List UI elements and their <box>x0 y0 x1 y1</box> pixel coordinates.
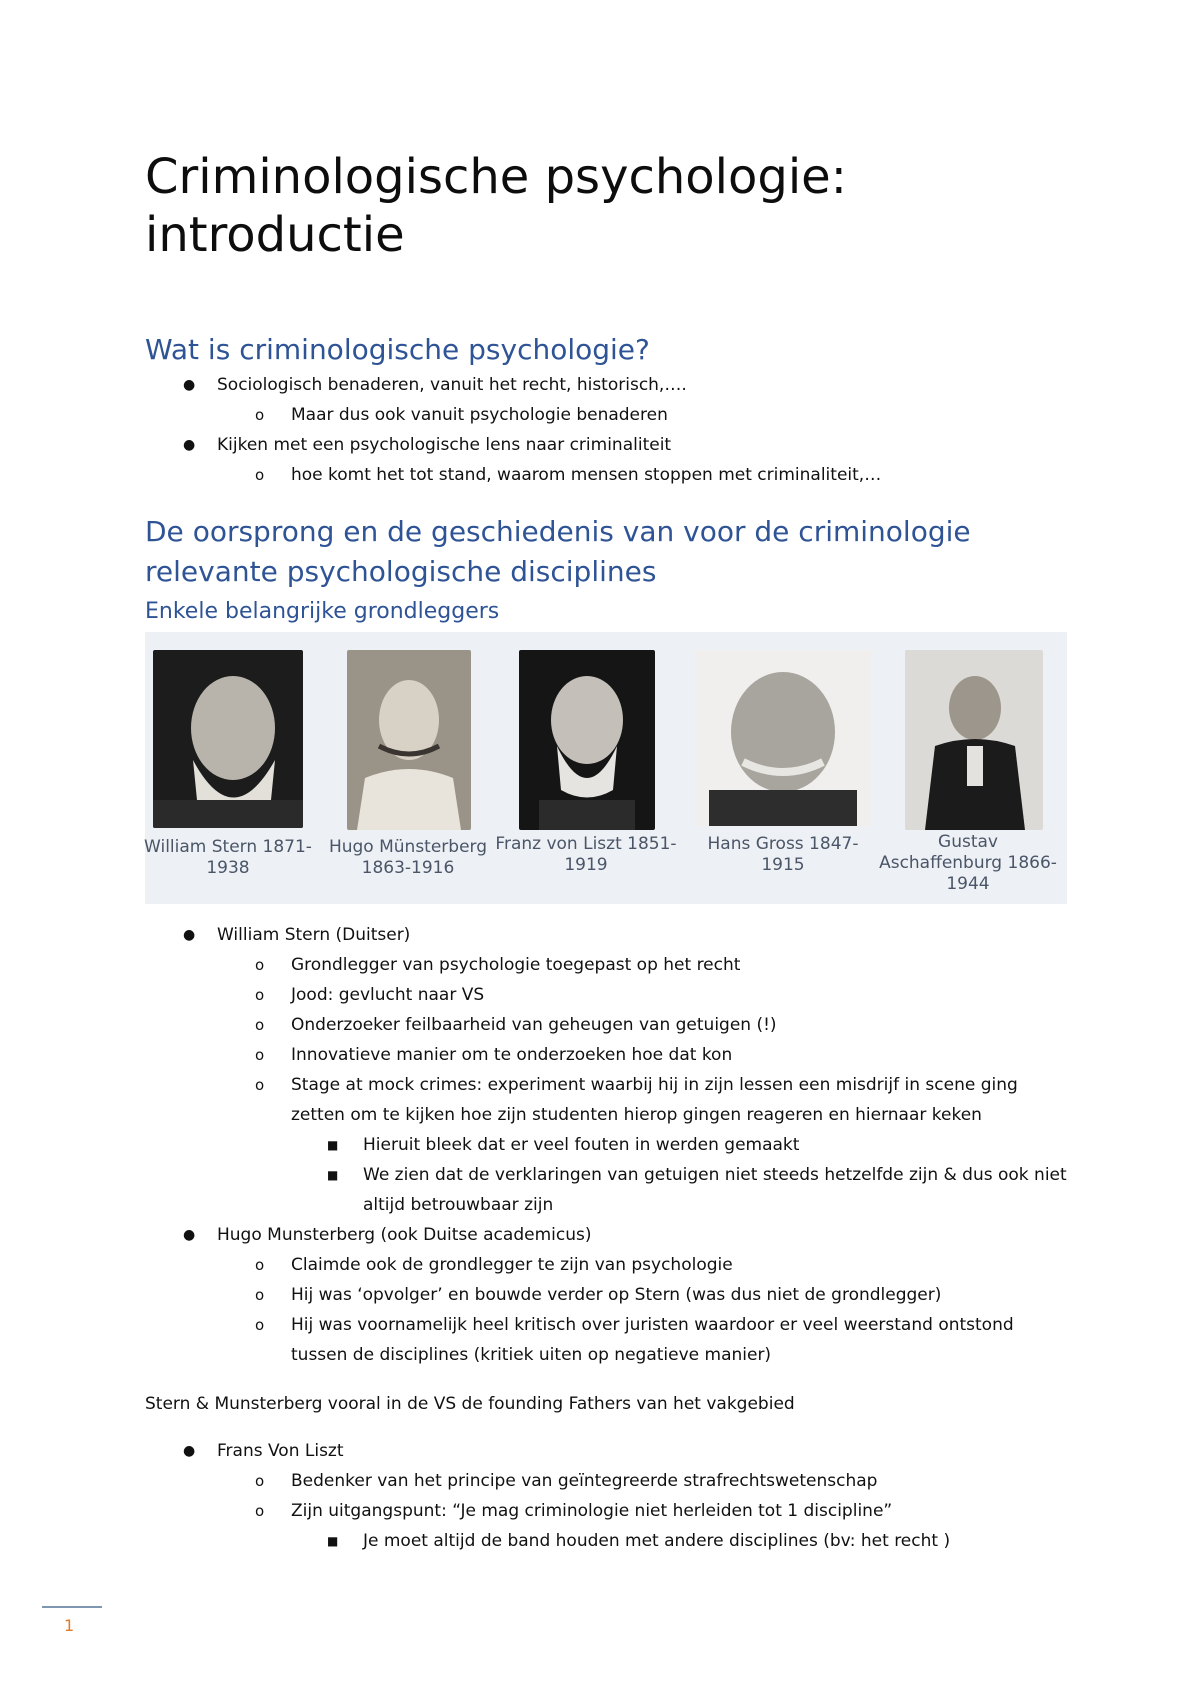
bullet-circle-icon: o <box>255 986 265 1004</box>
list-item: ● Sociologisch benaderen, vanuit het recht, historisch,…. <box>145 370 1075 400</box>
page-number: 1 <box>64 1616 75 1635</box>
bullet-circle-icon: o <box>255 1256 265 1274</box>
bullet-circle-icon: o <box>255 406 265 424</box>
portrait-hugo-munsterberg <box>347 650 471 830</box>
footer-divider <box>42 1606 102 1608</box>
list-item: o Jood: gevlucht naar VS <box>145 980 1075 1010</box>
caption-franz-von-liszt: Franz von Liszt 1851-1919 <box>495 834 677 875</box>
bullet-circle-icon: o <box>255 1502 265 1520</box>
bullet-dot-icon: ● <box>183 437 196 453</box>
caption-hans-gross: Hans Gross 1847-1915 <box>707 834 859 875</box>
caption-gustav-aschaffenburg: Gustav Aschaffenburg 1866-1944 <box>879 832 1057 894</box>
list-item: o Maar dus ook vanuit psychologie benaderen <box>145 400 1075 430</box>
portrait-franz-von-liszt <box>519 650 655 830</box>
section-heading-wat-is: Wat is criminologische psychologie? <box>145 333 650 366</box>
document-title: Criminologische psychologie: introductie <box>145 149 847 263</box>
list-item: o Onderzoeker feilbaarheid van geheugen van getuigen (!) <box>145 1010 1075 1040</box>
bullet-square-icon: ■ <box>327 1138 339 1152</box>
list-item: ● Kijken met een psychologische lens naar criminaliteit <box>145 430 1075 460</box>
bullet-circle-icon: o <box>255 1046 265 1064</box>
list-item: ● William Stern (Duitser) <box>145 920 1075 950</box>
bullet-circle-icon: o <box>255 1076 265 1094</box>
list-item: o Innovatieve manier om te onderzoeken hoe dat kon <box>145 1040 1075 1070</box>
caption-hugo-munsterberg: Hugo Münsterberg 1863-1916 <box>328 837 488 878</box>
portrait-william-stern <box>153 650 303 828</box>
list-item: ■ We zien dat de verklaringen van getuigen niet steeds hetzelfde zijn & dus ook niet altijd betrouwbaar zijn <box>145 1160 1075 1220</box>
portrait-gustav-aschaffenburg <box>905 650 1043 830</box>
bullet-circle-icon: o <box>255 1016 265 1034</box>
section-heading-oorsprong: De oorsprong en de geschiedenis van voor de criminologie relevante psychologische disciplines <box>145 515 971 588</box>
list-item: o hoe komt het tot stand, waarom mensen stoppen met criminaliteit,… <box>145 460 1075 490</box>
list-item: ● Hugo Munsterberg (ook Duitse academicus) <box>145 1220 1075 1250</box>
bullet-dot-icon: ● <box>183 1227 196 1243</box>
list-item: o Stage at mock crimes: experiment waarbij hij in zijn lessen een misdrijf in scene ging zetten om te kijken hoe zijn studenten hierop gingen reageren en hiernaar keken <box>145 1070 1075 1130</box>
bullet-circle-icon: o <box>255 1316 265 1334</box>
bullet-list-liszt <box>145 1436 1075 1556</box>
bullet-dot-icon: ● <box>183 1443 196 1459</box>
list-item: o Claimde ook de grondlegger te zijn van psychologie <box>145 1250 1075 1280</box>
founders-portrait-figure <box>145 632 1067 904</box>
bullet-dot-icon: ● <box>183 927 196 943</box>
list-item: ■ Hieruit bleek dat er veel fouten in werden gemaakt <box>145 1130 1075 1160</box>
bullet-circle-icon: o <box>255 956 265 974</box>
portrait-hans-gross <box>695 650 871 826</box>
list-item: o Zijn uitgangspunt: “Je mag criminologie niet herleiden tot 1 discipline” <box>145 1496 1075 1526</box>
list-item: o Hij was voornamelijk heel kritisch over juristen waardoor er veel weerstand ontstond tussen de disciplines (kritiek uiten op negatieve manier) <box>145 1310 1075 1370</box>
caption-william-stern: William Stern 1871-1938 <box>144 837 312 878</box>
list-item: ● Frans Von Liszt <box>145 1436 1075 1466</box>
bullet-list-stern <box>145 920 1075 1370</box>
bullet-square-icon: ■ <box>327 1168 339 1182</box>
list-item: ■ Je moet altijd de band houden met andere disciplines (bv: het recht ) <box>145 1526 1075 1556</box>
paragraph-founding-fathers: Stern & Munsterberg vooral in de VS de founding Fathers van het vakgebied <box>145 1394 795 1414</box>
list-item: o Hij was ‘opvolger’ en bouwde verder op Stern (was dus niet de grondlegger) <box>145 1280 1075 1310</box>
list-item: o Grondlegger van psychologie toegepast op het recht <box>145 950 1075 980</box>
bullet-circle-icon: o <box>255 1286 265 1304</box>
subheading-grondleggers: Enkele belangrijke grondleggers <box>145 599 500 624</box>
list-item: o Bedenker van het principe van geïntegreerde strafrechtswetenschap <box>145 1466 1075 1496</box>
bullet-dot-icon: ● <box>183 377 196 393</box>
bullet-square-icon: ■ <box>327 1534 339 1548</box>
bullet-circle-icon: o <box>255 466 265 484</box>
bullet-circle-icon: o <box>255 1472 265 1490</box>
bullet-list-intro <box>145 370 1075 490</box>
